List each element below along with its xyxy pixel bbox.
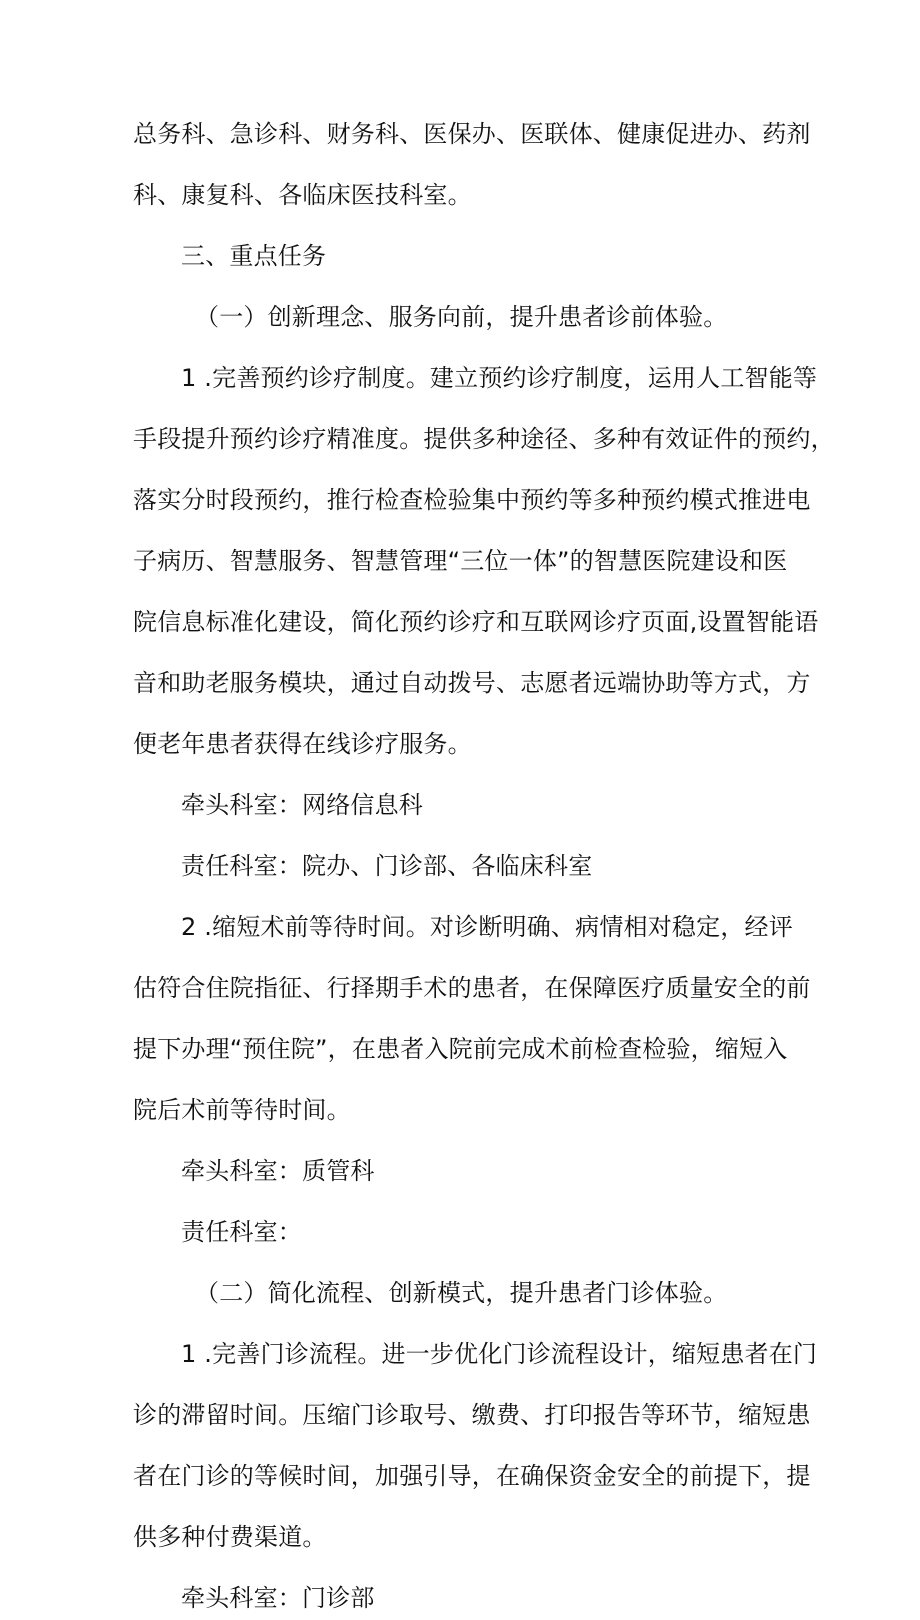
responsible-department: 责任科室： — [181, 1218, 302, 1246]
text-line: 提下办理“预住院”，在患者入院前完成术前检查检验，缩短入 — [133, 1035, 788, 1063]
text-line: 1 .完善门诊流程。进一步优化门诊流程设计，缩短患者在门 — [181, 1340, 818, 1368]
subsection-heading: （一）创新理念、服务向前，提升患者诊前体验。 — [195, 303, 728, 331]
text-line: 诊的滞留时间。压缩门诊取号、缴费、打印报告等环节，缩短患 — [133, 1401, 811, 1429]
text-line: 估符合住院指征、行择期手术的患者，在保障医疗质量安全的前 — [133, 974, 811, 1002]
text-line: 科、康复科、各临床医技科室。 — [133, 181, 472, 209]
text-line: 院信息标准化建设，简化预约诊疗和互联网诊疗页面,设置智能语 — [133, 608, 819, 636]
text-line: 子病历、智慧服务、智慧管理“三位一体”的智慧医院建设和医 — [133, 547, 788, 575]
text-line: 1 .完善预约诊疗制度。建立预约诊疗制度，运用人工智能等 — [181, 364, 818, 392]
section-heading: 三、重点任务 — [181, 242, 327, 270]
lead-department: 牵头科室：门诊部 — [181, 1584, 375, 1612]
lead-department: 牵头科室：网络信息科 — [181, 791, 423, 819]
responsible-department: 责任科室：院办、门诊部、各临床科室 — [181, 852, 593, 880]
subsection-heading: （二）简化流程、创新模式，提升患者门诊体验。 — [195, 1279, 728, 1307]
document-page — [133, 112, 835, 1620]
text-line: 供多种付费渠道。 — [133, 1523, 327, 1551]
text-line: 便老年患者获得在线诊疗服务。 — [133, 730, 472, 758]
text-line: 者在门诊的等候时间，加强引导，在确保资金安全的前提下，提 — [133, 1462, 811, 1490]
text-line: 2 .缩短术前等待时间。对诊断明确、病情相对稳定，经评 — [181, 913, 793, 941]
text-line: 音和助老服务模块，通过自动拨号、志愿者远端协助等方式，方 — [133, 669, 811, 697]
lead-department: 牵头科室：质管科 — [181, 1157, 375, 1185]
text-line: 落实分时段预约，推行检查检验集中预约等多种预约模式推进电 — [133, 486, 811, 514]
text-line: 手段提升预约诊疗精准度。提供多种途径、多种有效证件的预约， — [133, 425, 835, 453]
text-line: 总务科、急诊科、财务科、医保办、医联体、健康促进办、药剂 — [133, 120, 811, 148]
text-line: 院后术前等待时间。 — [133, 1096, 351, 1124]
